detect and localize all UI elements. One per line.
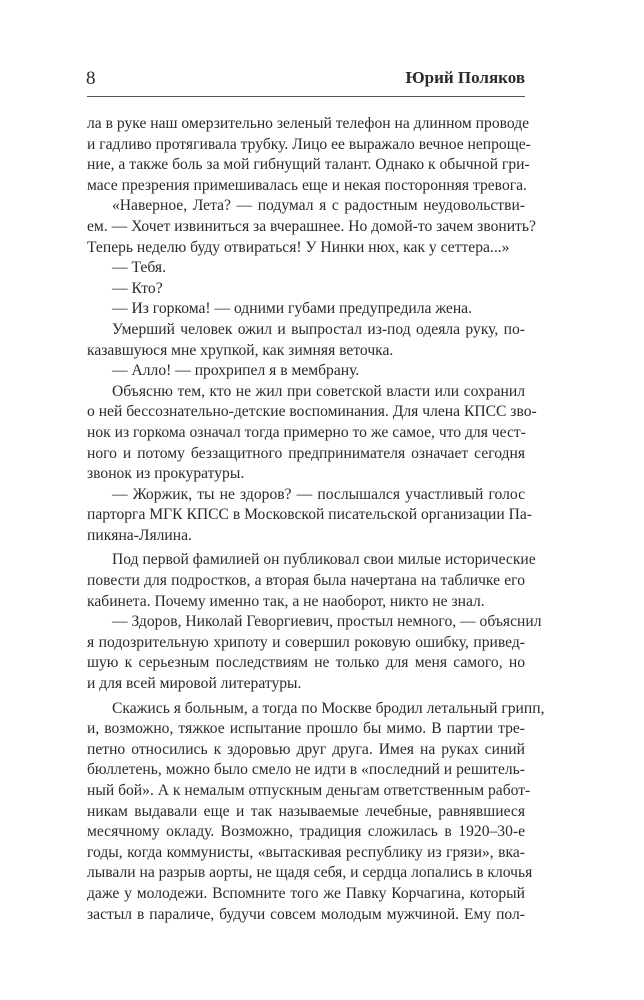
text-line: я подозрительную хрипоту и совершил роковую ошибку, привед-	[87, 633, 525, 651]
text-line: месячному окладу. Возможно, традиция сложилась в 1920–30-е	[87, 823, 525, 841]
text-line: шую к серьезным последствиям не только для меня самого, но	[87, 654, 525, 672]
text-line: ного и потому беззащитного предпринимателя означает сегодня	[87, 444, 525, 462]
text-line: — Жоржик, ты не здоров? — послышался участливый голос	[112, 485, 525, 503]
text-line: кабинета. Почему именно так, а не наоборот, никто не знал.	[87, 592, 485, 610]
text-line: застыл в параличе, будучи совсем молодым мужчиной. Ему пол-	[87, 905, 525, 923]
text-line: и для всей мировой литературы.	[87, 675, 302, 693]
header-rule	[87, 96, 525, 97]
text-line: нок из горкома означал тогда примерно то же самое, что для чест-	[87, 423, 526, 441]
text-line: ем. — Хочет извиниться за вчерашнее. Но домой-то зачем звонить?	[87, 217, 536, 235]
text-line: даже у молодежи. Вспомните того же Павку Корчагина, который	[87, 884, 525, 902]
text-line: и, возможно, тяжкое испытание прошло бы мимо. В партии тре-	[87, 720, 525, 738]
text-line: — Здоров, Николай Геворгиевич, простыл немного, — объяснил	[112, 613, 542, 631]
text-line: и гадливо протягивала трубку. Лицо ее выражало вечное непроще-	[87, 135, 531, 153]
text-line: о ней бессознательно-детские воспоминания. Для члена КПСС зво-	[87, 403, 537, 421]
text-line: пикяна-Лялина.	[87, 526, 192, 544]
text-line: «Наверное, Лета? — подумал я с радостным неудовольстви-	[112, 197, 525, 215]
text-line: ла в руке наш омерзительно зеленый телефон на длинном проводе	[87, 115, 530, 132]
text-line: Под первой фамилией он публиковал свои милые исторические	[112, 551, 536, 569]
text-line: — Тебя.	[112, 259, 166, 277]
text-line: парторга МГК КПСС в Московской писательской организации Па-	[87, 506, 532, 524]
text-line: никам выдавали еще и так называемые лечебные, равнявшиеся	[87, 802, 525, 820]
text-line: ный бой». А к немалым отпускным деньгам ответственным работ-	[87, 782, 531, 799]
text-line: годы, когда коммунисты, «вытаскивая республику из грязи», вка-	[87, 843, 525, 861]
text-line: Умерший человек ожил и выпростал из-под одеяла руку, по-	[112, 320, 525, 338]
text-line: ние, а также боль за мой гибнущий талант. Однако к обычной гри-	[87, 156, 530, 174]
text-line: — Алло! — прохрипел я в мембрану.	[112, 362, 360, 380]
body-text	[87, 114, 545, 925]
text-line: — Кто?	[112, 279, 163, 297]
page-number: 8	[86, 68, 96, 89]
text-line: повести для подростков, а вторая была начертана на табличке его	[87, 572, 525, 590]
text-line: Теперь неделю буду отвираться! У Нинки нюх, как у сеттера...»	[87, 238, 510, 256]
text-line: петно относились к здоровью друг друга. Имея на руках синий	[87, 740, 525, 758]
running-head-author: Юрий Поляков	[405, 68, 525, 87]
text-line: бюллетень, можно было смело не идти в «последний и решитель-	[87, 761, 525, 779]
text-line: лывали на разрыв аорты, не щадя себя, и сердца лопались в клочья	[87, 864, 533, 882]
text-line: казавшуюся мне хрупкой, как зимняя веточка.	[87, 341, 394, 359]
text-line: Скажись я больным, а тогда по Москве бродил летальный грипп,	[112, 699, 545, 717]
text-line: звонок из прокуратуры.	[87, 465, 245, 483]
text-line: — Из горкома! — одними губами предупредила жена.	[112, 300, 472, 318]
text-line: масе презрения примешивалась еще и некая посторонняя тревога.	[87, 176, 527, 194]
text-line: Объясню тем, кто не жил при советской власти или сохранил	[112, 382, 525, 400]
